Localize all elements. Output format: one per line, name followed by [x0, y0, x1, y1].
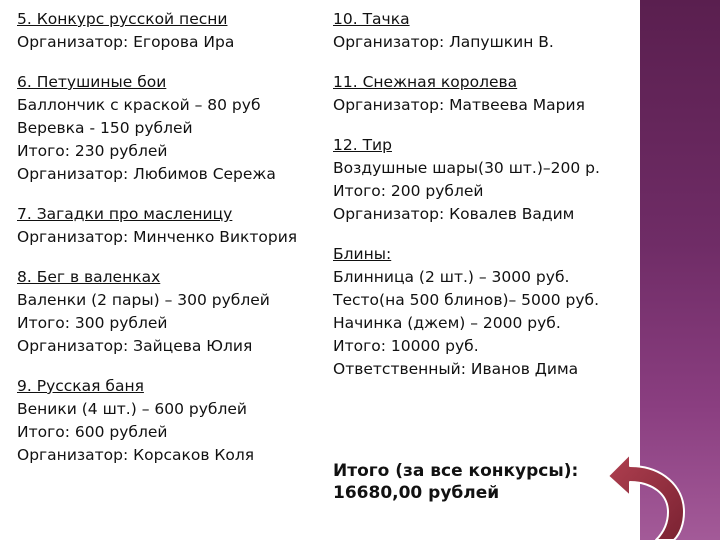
contest-line: Организатор: Минченко Виктория: [17, 228, 298, 246]
contest-6: [17, 71, 317, 186]
contest-line: Начинка (джем) – 2000 руб.: [333, 314, 561, 332]
contest-title: 6. Петушиные бои: [17, 73, 167, 91]
contest-title: 11. Снежная королева: [333, 73, 518, 91]
contest-line: Воздушные шары(30 шт.)–200 р.: [333, 159, 600, 177]
contest-line: Ответственный: Иванов Дима: [333, 360, 579, 378]
contest-line: Веники (4 шт.) – 600 рублей: [17, 400, 247, 418]
pancakes-block: [333, 243, 638, 381]
contest-title: 8. Бег в валенках: [17, 268, 161, 286]
contest-5: [17, 8, 317, 54]
contest-line: Организатор: Корсаков Коля: [17, 446, 255, 464]
contest-line: Валенки (2 пары) – 300 рублей: [17, 291, 270, 309]
left-column: [17, 8, 317, 484]
contest-title: 10. Тачка: [333, 10, 410, 28]
contest-line: Блинница (2 шт.) – 3000 руб.: [333, 268, 570, 286]
contest-9: [17, 375, 317, 467]
contest-line: Организатор: Егорова Ира: [17, 33, 235, 51]
contest-line: Итого: 200 рублей: [333, 182, 484, 200]
contest-7: [17, 203, 317, 249]
contest-line: Организатор: Матвеева Мария: [333, 96, 585, 114]
contest-title: 7. Загадки про масленицу: [17, 205, 233, 223]
contest-line: Баллончик с краской – 80 руб: [17, 96, 261, 114]
grand-total: [333, 460, 633, 504]
contest-line: Тесто(на 500 блинов)– 5000 руб.: [333, 291, 600, 309]
contest-title: 5. Конкурс русской песни: [17, 10, 228, 28]
grand-total-value: 16680,00 рублей: [333, 483, 500, 503]
contest-line: Итого: 300 рублей: [17, 314, 168, 332]
contest-line: Итого: 600 рублей: [17, 423, 168, 441]
contest-line: Веревка - 150 рублей: [17, 119, 193, 137]
contest-8: [17, 266, 317, 358]
curved-arrow-icon: [600, 446, 700, 540]
contest-11: [333, 71, 638, 117]
contest-10: [333, 8, 638, 54]
right-column: [333, 8, 638, 398]
contest-line: Организатор: Зайцева Юлия: [17, 337, 253, 355]
contest-12: [333, 134, 638, 226]
grand-total-label: Итого (за все конкурсы):: [333, 461, 579, 481]
contest-line: Организатор: Ковалев Вадим: [333, 205, 575, 223]
contest-line: Итого: 230 рублей: [17, 142, 168, 160]
contest-title: Блины:: [333, 245, 392, 263]
contest-title: 12. Тир: [333, 136, 392, 154]
contest-line: Организатор: Лапушкин В.: [333, 33, 554, 51]
contest-title: 9. Русская баня: [17, 377, 144, 395]
contest-line: Организатор: Любимов Сережа: [17, 165, 276, 183]
contest-line: Итого: 10000 руб.: [333, 337, 479, 355]
